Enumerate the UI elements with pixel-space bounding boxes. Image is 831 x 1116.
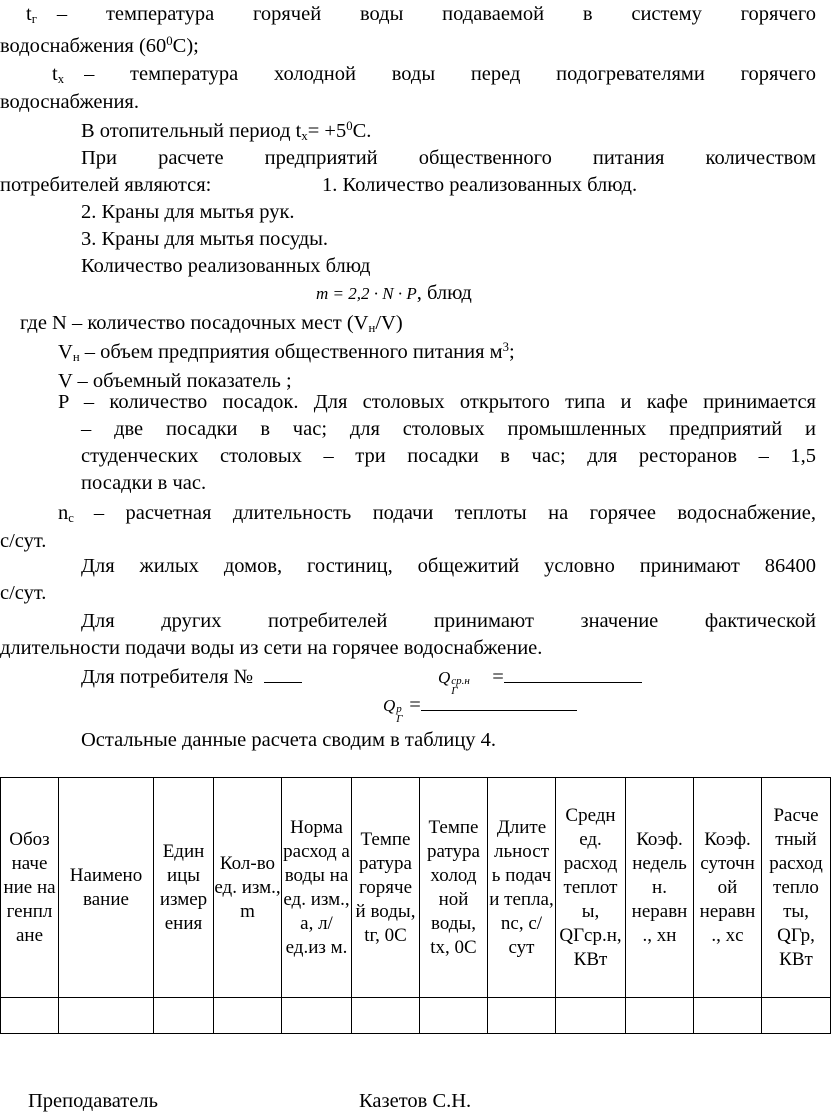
catering-text-1: При расчете предприятий общественного питания количеством — [81, 147, 816, 169]
vn-symbol: V — [58, 341, 73, 363]
table-cell — [352, 998, 420, 1034]
consumer-line — [81, 664, 816, 697]
header-quantity: Кол-во ед. изм., m — [214, 778, 282, 998]
table-intro: Остальные данные расчета сводим в таблицу 4. — [81, 729, 497, 751]
header-units: Един ицы измер ения — [154, 778, 214, 998]
tg-definition-line-2 — [0, 33, 199, 59]
tx-subscript: х — [57, 72, 65, 87]
header-plan-designation: Обоз наче ние на генпл ане — [1, 778, 59, 998]
catering-item-2: 2. Краны для мытья рук. — [81, 201, 295, 223]
table-cell — [556, 998, 626, 1034]
heating-period-line — [81, 118, 371, 144]
tx-definition-line-2 — [0, 89, 139, 115]
heating-period-text: В отопительный период t — [81, 120, 302, 142]
tx-definition-text: – температура холодной воды перед подогревателями горячего — [84, 63, 816, 85]
catering-line-2 — [0, 172, 638, 198]
nc-definition-line-2: с/сут. — [0, 530, 47, 552]
p-definition-line-1 — [58, 389, 816, 415]
tg-symbol: t — [26, 3, 32, 25]
table-header-row — [1, 778, 831, 998]
dishes-heading: Количество реализованных блюд — [81, 255, 371, 277]
catering-item-3: 3. Краны для мытья посуды. — [81, 228, 329, 250]
consumer-number-blank — [264, 664, 302, 683]
table-cell — [488, 998, 556, 1034]
vn-definition — [58, 339, 515, 365]
tg-definition-text: – температура горячей воды подаваемой в систему горячего — [56, 3, 816, 25]
n-definition-tail: /V) — [375, 312, 403, 334]
tx-definition-line-1 — [52, 61, 816, 87]
tg-definition-tail: С); — [172, 35, 199, 57]
signature-name: Казетов С.Н. — [359, 1090, 472, 1112]
dishes-formula-expression: m = 2,2 · N · P — [316, 284, 417, 303]
nc-definition-line-1 — [58, 500, 816, 526]
header-hot-water-temp: Темпе ратура горяче й воды, tг, 0С — [352, 778, 420, 998]
catering-text-2a: потребителей являются: — [0, 174, 212, 196]
p-definition-text-1: P – количество посадок. Для столовых открытого типа и кафе принимается — [58, 391, 816, 413]
q-avg-formula: Q ср.н Г = — [438, 664, 642, 691]
heating-sup: 0 — [346, 119, 353, 134]
p-definition-text-2: – две посадки в час; для столовых промышленных предприятий и — [81, 418, 816, 440]
dishes-formula — [316, 280, 472, 307]
n-definition — [20, 310, 403, 336]
q-calc-symbol: Q — [383, 696, 396, 715]
table-cell — [214, 998, 282, 1034]
residential-line-2: с/сут. — [0, 582, 47, 604]
tx-definition-cont: водоснабжения. — [0, 91, 139, 113]
header-weekly-coef: Коэф. недель н. неравн ., xн — [626, 778, 694, 998]
table-cell — [694, 998, 762, 1034]
header-cold-water-temp: Темпе ратура холод ной воды, tх, 0С — [420, 778, 488, 998]
table-cell — [626, 998, 694, 1034]
n-definition-text: где N – количество посадочных мест (V — [20, 312, 369, 334]
nc-symbol: n — [58, 502, 69, 524]
header-avg-heat-flow: Средн ед. расход теплот ы, QГср.н, КВт — [556, 778, 626, 998]
tg-definition-line-1 — [26, 1, 816, 27]
p-definition-line-3 — [81, 443, 816, 469]
q-avg-blank — [504, 664, 642, 683]
vn-sub: н — [72, 350, 80, 365]
heating-tail: С. — [352, 120, 372, 142]
header-supply-duration: Длите льност ь подач и тепла, nс, с/сут — [488, 778, 556, 998]
consumer-label: Для потребителя № — [81, 666, 254, 688]
dishes-formula-unit: , блюд — [416, 282, 472, 304]
v-definition: V – объемный показатель ; — [58, 370, 292, 392]
table-cell — [420, 998, 488, 1034]
q-avg-equals: = — [492, 666, 504, 688]
header-daily-coef: Коэф. суточн ой неравн ., xс — [694, 778, 762, 998]
q-avg-symbol: Q — [438, 668, 451, 687]
table-cell — [154, 998, 214, 1034]
residential-text-1: Для жилых домов, гостиниц, общежитий условно принимают 86400 — [81, 555, 816, 577]
table-row — [1, 998, 831, 1034]
heating-eq: = +5 — [307, 120, 347, 142]
vn-definition-tail: ; — [509, 341, 515, 363]
residential-line-1 — [81, 553, 816, 579]
nc-sub: с — [68, 511, 74, 526]
tg-degree-sup: 0 — [166, 34, 173, 49]
n-definition-sub: н — [368, 321, 376, 336]
signature-role: Преподаватель — [28, 1090, 158, 1112]
table-cell — [59, 998, 154, 1034]
p-definition-text-3: студенческих столовых – три посадки в час; для ресторанов – 1,5 — [81, 445, 816, 467]
header-water-norm: Норма расход а воды на ед. изм., a, л/ед.из м. — [282, 778, 352, 998]
header-design-heat-flow: Расче тный расход тепло ты, QГр, КВт — [762, 778, 831, 998]
p-definition-line-2 — [81, 416, 816, 442]
tx-symbol: t — [52, 63, 58, 85]
catering-line-1 — [81, 145, 816, 171]
vn-definition-text: – объем предприятия общественного питания м — [79, 341, 503, 363]
others-line-1 — [81, 608, 816, 634]
others-text-1: Для других потребителей принимают значение фактической — [81, 610, 816, 632]
heating-sub: х — [301, 129, 308, 144]
catering-item-1: 1. Количество реализованных блюд. — [322, 174, 638, 196]
tg-subscript: г — [31, 12, 37, 27]
table-cell — [762, 998, 831, 1034]
q-calc-blank — [421, 692, 577, 711]
p-definition-line-4: посадки в час. — [81, 472, 207, 494]
table-cell — [1, 998, 59, 1034]
others-line-2: длительности подачи воды из сети на горячее водоснабжение. — [0, 637, 543, 659]
heat-calculation-table — [0, 777, 831, 1034]
q-calc-line: Q р Г = — [383, 692, 577, 719]
nc-definition-text: – расчетная длительность подачи теплоты на горячее водоснабжение, — [93, 502, 816, 524]
tg-definition-cont: водоснабжения (60 — [0, 35, 167, 57]
vn-sup: 3 — [502, 340, 510, 355]
header-name: Наимено вание — [59, 778, 154, 998]
q-calc-equals: = — [409, 694, 421, 716]
table-cell — [282, 998, 352, 1034]
